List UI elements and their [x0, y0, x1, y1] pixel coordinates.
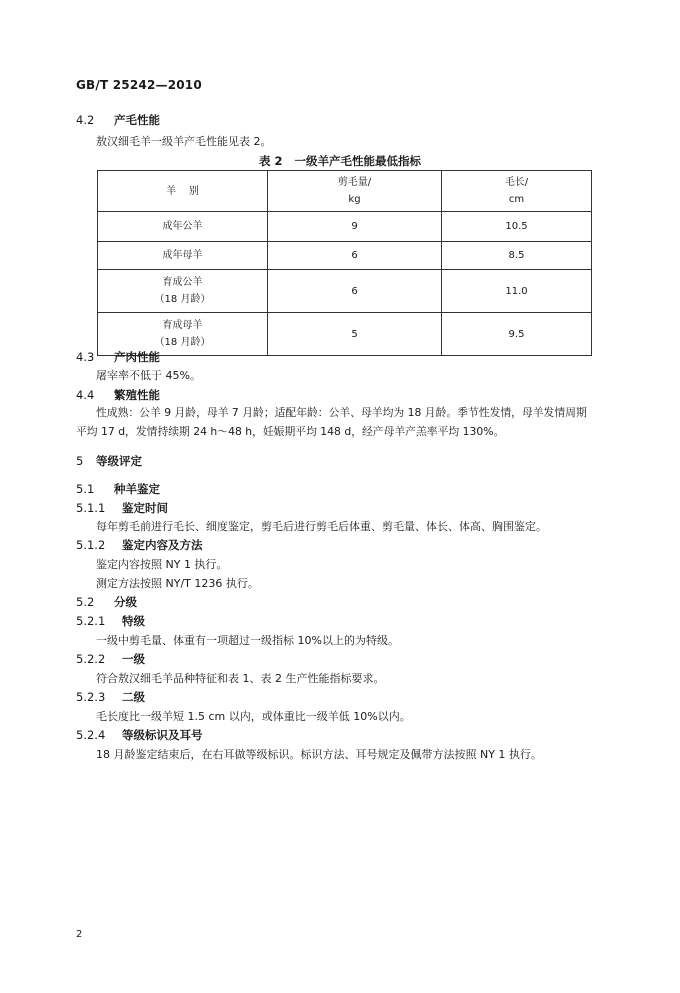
- section-title: 种羊鉴定: [114, 482, 160, 496]
- section-number: 5.2.3: [76, 690, 106, 704]
- section-number: 4.3: [76, 350, 95, 364]
- header-length-label: 毛长/: [504, 177, 529, 188]
- section-number: 5.2.2: [76, 652, 106, 666]
- section-number: 5.2.1: [76, 614, 106, 628]
- section-number: 4.2: [76, 113, 95, 127]
- section-5-2-1-body: 一级中剪毛量、体重有一项超过一级指标 10%以上的为特级。: [96, 634, 399, 647]
- section-number: 5: [76, 454, 84, 468]
- section-title: 产肉性能: [114, 350, 160, 364]
- table-caption: [0, 153, 680, 169]
- section-4-3-heading: [76, 349, 160, 365]
- section-4-3-body: 屠宰率不低于 45%。: [96, 369, 201, 382]
- section-5-1-2-body-line2: 测定方法按照 NY/T 1236 执行。: [96, 577, 259, 590]
- section-5-2-3-body: 毛长度比一级羊短 1.5 cm 以内，或体重比一级羊低 10%以内。: [96, 710, 411, 723]
- row-sheep-type: [98, 270, 268, 313]
- section-4-4-body-line2: 平均 17 d，发情持续期 24 h～48 h，妊娠期平均 148 d，经产母羊产羔率平均 130%。: [76, 425, 505, 438]
- row-sheep-type-line1: 成年母羊: [162, 250, 203, 261]
- table-caption-title: 一级羊产毛性能最低指标: [294, 154, 421, 168]
- header-sheep-type: 羊 别: [98, 171, 268, 212]
- section-5-2-4-heading: [76, 727, 203, 743]
- section-title: 二级: [122, 690, 145, 704]
- section-5-1-heading: [76, 481, 160, 497]
- section-5-2-2-body: 符合敖汉细毛羊品种特征和表 1、表 2 生产性能指标要求。: [96, 672, 385, 685]
- row-length-value: 8.5: [442, 242, 592, 270]
- table-row: [98, 270, 592, 313]
- header-shearing-unit: kg: [348, 194, 361, 205]
- header-shearing-label: 剪毛量/: [337, 177, 372, 188]
- row-shearing-value: 9: [268, 212, 442, 242]
- section-5-1-2-body-line1: 鉴定内容按照 NY 1 执行。: [96, 558, 228, 571]
- section-number: 5.1: [76, 482, 95, 496]
- section-5-2-heading: [76, 594, 137, 610]
- section-number: 5.1.1: [76, 501, 106, 515]
- section-title: 等级标识及耳号: [122, 728, 203, 742]
- section-title: 等级评定: [96, 454, 142, 468]
- row-sheep-type-line1: 成年公羊: [162, 221, 203, 232]
- section-title: 产毛性能: [114, 113, 160, 127]
- section-title: 繁殖性能: [114, 388, 160, 402]
- row-sheep-type-line2: （18 月龄）: [154, 294, 211, 305]
- section-title: 一级: [122, 652, 145, 666]
- header-shearing-amount: [268, 171, 442, 212]
- table-row: [98, 313, 592, 356]
- table-caption-number: 表 2: [258, 154, 283, 168]
- row-sheep-type-line1: 育成公羊: [162, 277, 203, 288]
- row-sheep-type: [98, 242, 268, 270]
- row-shearing-value: 5: [268, 313, 442, 356]
- table-row: [98, 242, 592, 270]
- section-5-2-4-body: 18 月龄鉴定结束后，在右耳做等级标识。标识方法、耳号规定及佩带方法按照 NY 1 执行。: [96, 748, 542, 761]
- section-4-2-heading: [76, 112, 160, 128]
- section-title: 鉴定时间: [122, 501, 168, 515]
- row-length-value: 10.5: [442, 212, 592, 242]
- row-sheep-type-line1: 育成母羊: [162, 320, 203, 331]
- section-5-2-1-heading: [76, 613, 145, 629]
- section-5-1-1-heading: [76, 500, 168, 516]
- section-title: 特级: [122, 614, 145, 628]
- section-number: 5.1.2: [76, 538, 106, 552]
- row-sheep-type: [98, 212, 268, 242]
- section-4-4-heading: [76, 387, 160, 403]
- section-5-1-1-body: 每年剪毛前进行毛长、细度鉴定，剪毛后进行剪毛后体重、剪毛量、体长、体高、胸围鉴定。: [96, 520, 547, 533]
- section-number: 5.2: [76, 595, 95, 609]
- page-number: 2: [76, 929, 83, 940]
- row-shearing-value: 6: [268, 270, 442, 313]
- row-length-value: 9.5: [442, 313, 592, 356]
- table-header-row: [98, 171, 592, 212]
- section-5-2-3-heading: [76, 689, 145, 705]
- row-shearing-value: 6: [268, 242, 442, 270]
- section-4-4-body-line1: 性成熟：公羊 9 月龄，母羊 7 月龄；适配年龄：公羊、母羊均为 18 月龄。季节性发情，母羊发情周期: [96, 406, 587, 419]
- row-sheep-type-line2: （18 月龄）: [154, 337, 211, 348]
- section-title: 鉴定内容及方法: [122, 538, 203, 552]
- section-title: 分级: [114, 595, 137, 609]
- section-number: 4.4: [76, 388, 95, 402]
- section-5-2-2-heading: [76, 651, 145, 667]
- section-number: 5.2.4: [76, 728, 106, 742]
- row-length-value: 11.0: [442, 270, 592, 313]
- table-row: [98, 212, 592, 242]
- standard-number: GB/T 25242—2010: [76, 78, 202, 92]
- header-wool-length: [442, 171, 592, 212]
- section-4-2-body: 敖汉细毛羊一级羊产毛性能见表 2。: [96, 135, 272, 148]
- section-5-heading: [76, 453, 142, 469]
- wool-performance-table: [97, 170, 592, 356]
- header-length-unit: cm: [508, 194, 525, 205]
- section-5-1-2-heading: [76, 537, 203, 553]
